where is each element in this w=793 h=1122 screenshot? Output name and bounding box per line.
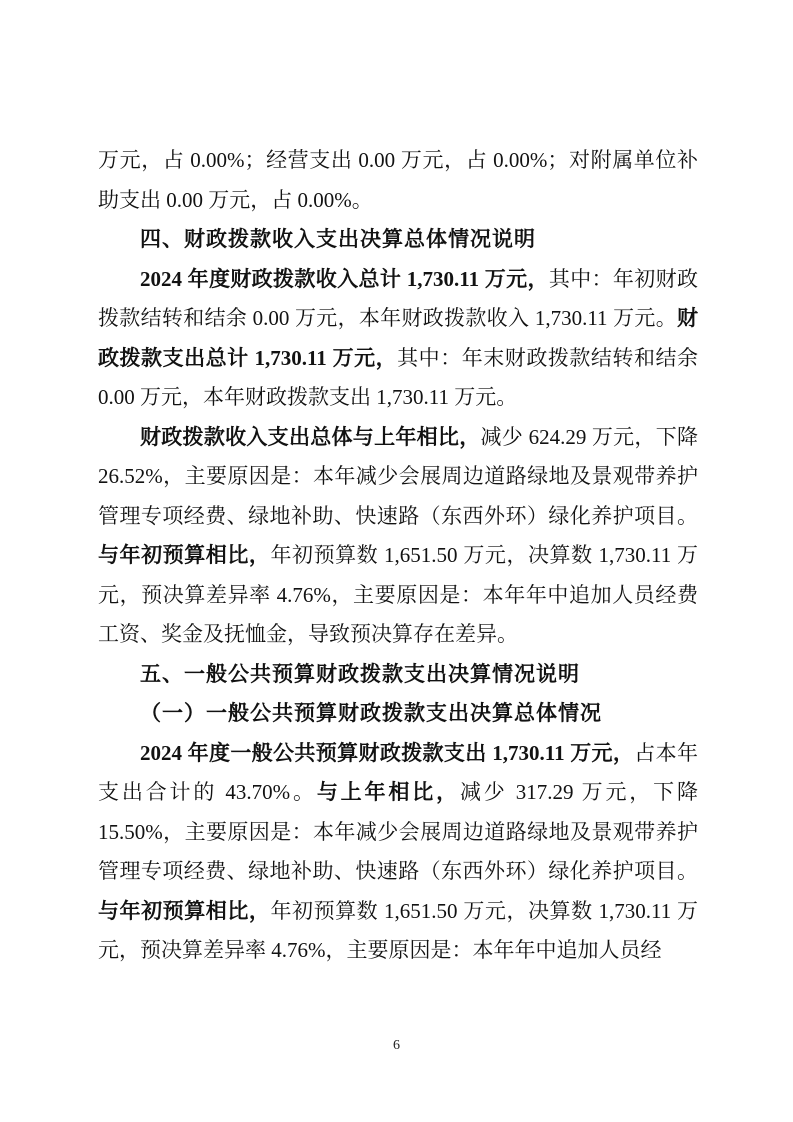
section-heading: [98, 220, 698, 260]
bold-text-run: 2024 年度财政拨款收入总计 1,730.11 万元，: [140, 266, 549, 291]
bold-text-run: 财政拨款收入支出总体与上年相比，: [140, 424, 481, 449]
text-run: 减少 624.29 万元，下降 26.52%，主要原因是：本年减少会展周边道路绿地及景观带养护管理专项经费、绿地补助、快速路（东西外环）绿化养护项目。: [98, 424, 698, 528]
page-footer: [0, 1037, 793, 1055]
section-heading: [98, 655, 698, 695]
bold-text-run: 四、财政拨款收入支出决算总体情况说明: [140, 228, 536, 251]
bold-text-run: 财政拨款支出总计 1,730.11 万元，: [98, 306, 698, 370]
paragraph: [98, 141, 698, 220]
bold-text-run: 五、一般公共预算财政拨款支出决算情况说明: [140, 662, 580, 686]
page-number: 6: [393, 1038, 400, 1053]
bold-text-run: 与上年相比，: [316, 780, 460, 804]
paragraph: [98, 418, 698, 655]
bold-text-run: （一）一般公共预算财政拨款支出决算总体情况: [140, 701, 602, 725]
text-run: 万元，占 0.00%；经营支出 0.00 万元，占 0.00%；对附属单位补助支出 0.00 万元，占 0.00%。: [98, 148, 698, 212]
section-heading: [98, 694, 698, 734]
document-body: [98, 141, 698, 971]
bold-text-run: 与年初预算相比，: [98, 898, 271, 923]
bold-text-run: 与年初预算相比，: [98, 543, 271, 567]
bold-text-run: 2024 年度一般公共预算财政拨款支出 1,730.11 万元，: [140, 740, 635, 765]
text-run: 占本年支出合计的 43.70%。: [98, 740, 698, 804]
paragraph: [98, 260, 698, 418]
paragraph: [98, 734, 698, 971]
text-run: 减少 317.29 万元，下降 15.50%，主要原因是：本年减少会展周边道路绿地及景观带养护管理专项经费、绿地补助、快速路（东西外环）绿化养护项目。: [98, 780, 699, 883]
text-run: 其中：年末财政拨款结转和结余 0.00 万元，本年财政拨款支出 1,730.11 万元。: [98, 345, 698, 409]
text-run: 年初预算数 1,651.50 万元，决算数 1,730.11 万元，预决算差异率 4.76%，主要原因是：本年年中追加人员经: [98, 898, 698, 962]
text-run: 其中：年初财政拨款结转和结余 0.00 万元，本年财政拨款收入 1,730.11 万元。: [98, 266, 698, 330]
text-run: 年初预算数 1,651.50 万元，决算数 1,730.11 万元，预决算差异率 4.76%，主要原因是：本年年中追加人员经费工资、奖金及抚恤金，导致预决算存在差异。: [98, 543, 698, 646]
